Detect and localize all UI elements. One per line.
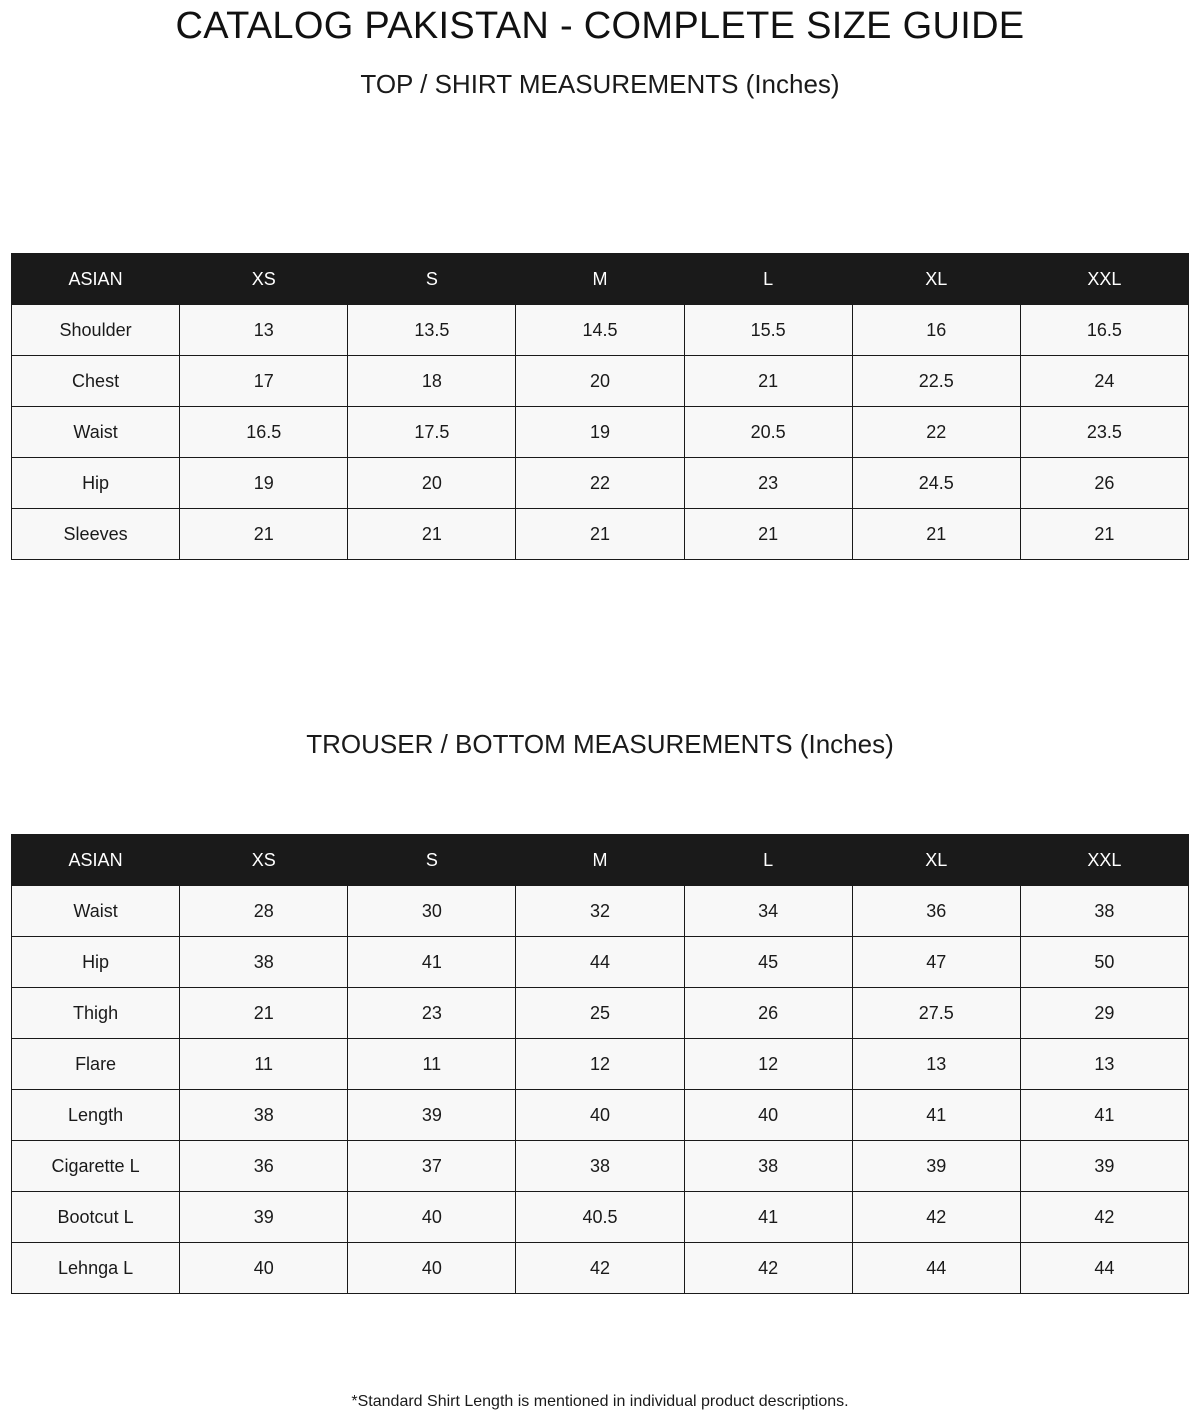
measurement-label: Flare [12, 1039, 180, 1090]
trouser-size-table [11, 834, 1189, 1294]
measurement-value: 19 [180, 458, 348, 509]
measurement-value: 26 [684, 988, 852, 1039]
shirt-section-title: TOP / SHIRT MEASUREMENTS (Inches) [360, 69, 840, 99]
trouser-section-title: TROUSER / BOTTOM MEASUREMENTS (Inches) [306, 729, 894, 759]
measurement-value: 22 [516, 458, 684, 509]
column-header: L [684, 835, 852, 886]
column-header: S [348, 254, 516, 305]
column-header: XXL [1020, 835, 1188, 886]
measurement-value: 13 [852, 1039, 1020, 1090]
measurement-value: 36 [180, 1141, 348, 1192]
column-header: XL [852, 254, 1020, 305]
measurement-value: 29 [1020, 988, 1188, 1039]
measurement-value: 40 [348, 1192, 516, 1243]
table-row [12, 305, 1189, 356]
measurement-value: 40 [348, 1243, 516, 1294]
measurement-value: 39 [348, 1090, 516, 1141]
measurement-value: 16 [852, 305, 1020, 356]
measurement-value: 12 [684, 1039, 852, 1090]
table-header-row [12, 835, 1189, 886]
table-row [12, 1141, 1189, 1192]
measurement-value: 41 [852, 1090, 1020, 1141]
measurement-label: Waist [12, 407, 180, 458]
measurement-value: 20 [348, 458, 516, 509]
measurement-label: Sleeves [12, 509, 180, 560]
measurement-value: 21 [348, 509, 516, 560]
measurement-value: 20 [516, 356, 684, 407]
measurement-value: 39 [852, 1141, 1020, 1192]
measurement-value: 16.5 [1020, 305, 1188, 356]
measurement-label: Lehnga L [12, 1243, 180, 1294]
table-row [12, 1243, 1189, 1294]
page-title: CATALOG PAKISTAN - COMPLETE SIZE GUIDE [175, 5, 1025, 47]
measurement-value: 21 [852, 509, 1020, 560]
column-header: XS [180, 254, 348, 305]
measurement-value: 21 [684, 509, 852, 560]
measurement-value: 11 [180, 1039, 348, 1090]
table-row [12, 458, 1189, 509]
column-header: S [348, 835, 516, 886]
measurement-value: 42 [1020, 1192, 1188, 1243]
measurement-value: 34 [684, 886, 852, 937]
measurement-value: 17 [180, 356, 348, 407]
table-row [12, 988, 1189, 1039]
measurement-label: Bootcut L [12, 1192, 180, 1243]
measurement-value: 37 [348, 1141, 516, 1192]
column-header: XS [180, 835, 348, 886]
measurement-value: 38 [180, 1090, 348, 1141]
measurement-value: 40.5 [516, 1192, 684, 1243]
measurement-value: 13.5 [348, 305, 516, 356]
measurement-value: 21 [1020, 509, 1188, 560]
measurement-value: 21 [180, 509, 348, 560]
measurement-value: 30 [348, 886, 516, 937]
measurement-value: 24.5 [852, 458, 1020, 509]
measurement-value: 32 [516, 886, 684, 937]
column-header: M [516, 835, 684, 886]
shirt-table-body [12, 305, 1189, 560]
table-row [12, 356, 1189, 407]
measurement-label: Waist [12, 886, 180, 937]
column-header: ASIAN [12, 835, 180, 886]
footnote: *Standard Shirt Length is mentioned in individual product descriptions. [351, 1393, 849, 1410]
shirt-size-table [11, 253, 1189, 560]
measurement-value: 25 [516, 988, 684, 1039]
column-header: XXL [1020, 254, 1188, 305]
measurement-value: 38 [516, 1141, 684, 1192]
measurement-value: 14.5 [516, 305, 684, 356]
measurement-value: 21 [684, 356, 852, 407]
measurement-value: 40 [516, 1090, 684, 1141]
measurement-value: 50 [1020, 937, 1188, 988]
measurement-value: 13 [180, 305, 348, 356]
table-header-row [12, 254, 1189, 305]
column-header: L [684, 254, 852, 305]
measurement-value: 23 [348, 988, 516, 1039]
measurement-value: 40 [180, 1243, 348, 1294]
measurement-label: Length [12, 1090, 180, 1141]
table-row [12, 1192, 1189, 1243]
table-row [12, 509, 1189, 560]
measurement-value: 42 [516, 1243, 684, 1294]
measurement-value: 11 [348, 1039, 516, 1090]
measurement-value: 13 [1020, 1039, 1188, 1090]
measurement-value: 41 [1020, 1090, 1188, 1141]
measurement-value: 38 [1020, 886, 1188, 937]
table-row [12, 1090, 1189, 1141]
measurement-label: Hip [12, 937, 180, 988]
measurement-label: Hip [12, 458, 180, 509]
measurement-value: 47 [852, 937, 1020, 988]
measurement-label: Thigh [12, 988, 180, 1039]
measurement-value: 41 [684, 1192, 852, 1243]
measurement-value: 21 [516, 509, 684, 560]
measurement-value: 28 [180, 886, 348, 937]
measurement-label: Shoulder [12, 305, 180, 356]
column-header: M [516, 254, 684, 305]
measurement-label: Cigarette L [12, 1141, 180, 1192]
table-row [12, 1039, 1189, 1090]
measurement-value: 22 [852, 407, 1020, 458]
measurement-value: 22.5 [852, 356, 1020, 407]
table-row [12, 886, 1189, 937]
measurement-value: 42 [852, 1192, 1020, 1243]
measurement-value: 19 [516, 407, 684, 458]
measurement-value: 26 [1020, 458, 1188, 509]
column-header: XL [852, 835, 1020, 886]
measurement-value: 27.5 [852, 988, 1020, 1039]
measurement-value: 41 [348, 937, 516, 988]
measurement-label: Chest [12, 356, 180, 407]
measurement-value: 36 [852, 886, 1020, 937]
measurement-value: 23.5 [1020, 407, 1188, 458]
measurement-value: 44 [852, 1243, 1020, 1294]
measurement-value: 20.5 [684, 407, 852, 458]
measurement-value: 17.5 [348, 407, 516, 458]
measurement-value: 39 [180, 1192, 348, 1243]
measurement-value: 21 [180, 988, 348, 1039]
measurement-value: 42 [684, 1243, 852, 1294]
measurement-value: 15.5 [684, 305, 852, 356]
measurement-value: 44 [516, 937, 684, 988]
measurement-value: 38 [180, 937, 348, 988]
measurement-value: 18 [348, 356, 516, 407]
column-header: ASIAN [12, 254, 180, 305]
measurement-value: 38 [684, 1141, 852, 1192]
table-row [12, 937, 1189, 988]
measurement-value: 40 [684, 1090, 852, 1141]
measurement-value: 24 [1020, 356, 1188, 407]
trouser-table-body [12, 886, 1189, 1294]
measurement-value: 23 [684, 458, 852, 509]
measurement-value: 39 [1020, 1141, 1188, 1192]
measurement-value: 12 [516, 1039, 684, 1090]
measurement-value: 45 [684, 937, 852, 988]
measurement-value: 44 [1020, 1243, 1188, 1294]
table-row [12, 407, 1189, 458]
measurement-value: 16.5 [180, 407, 348, 458]
